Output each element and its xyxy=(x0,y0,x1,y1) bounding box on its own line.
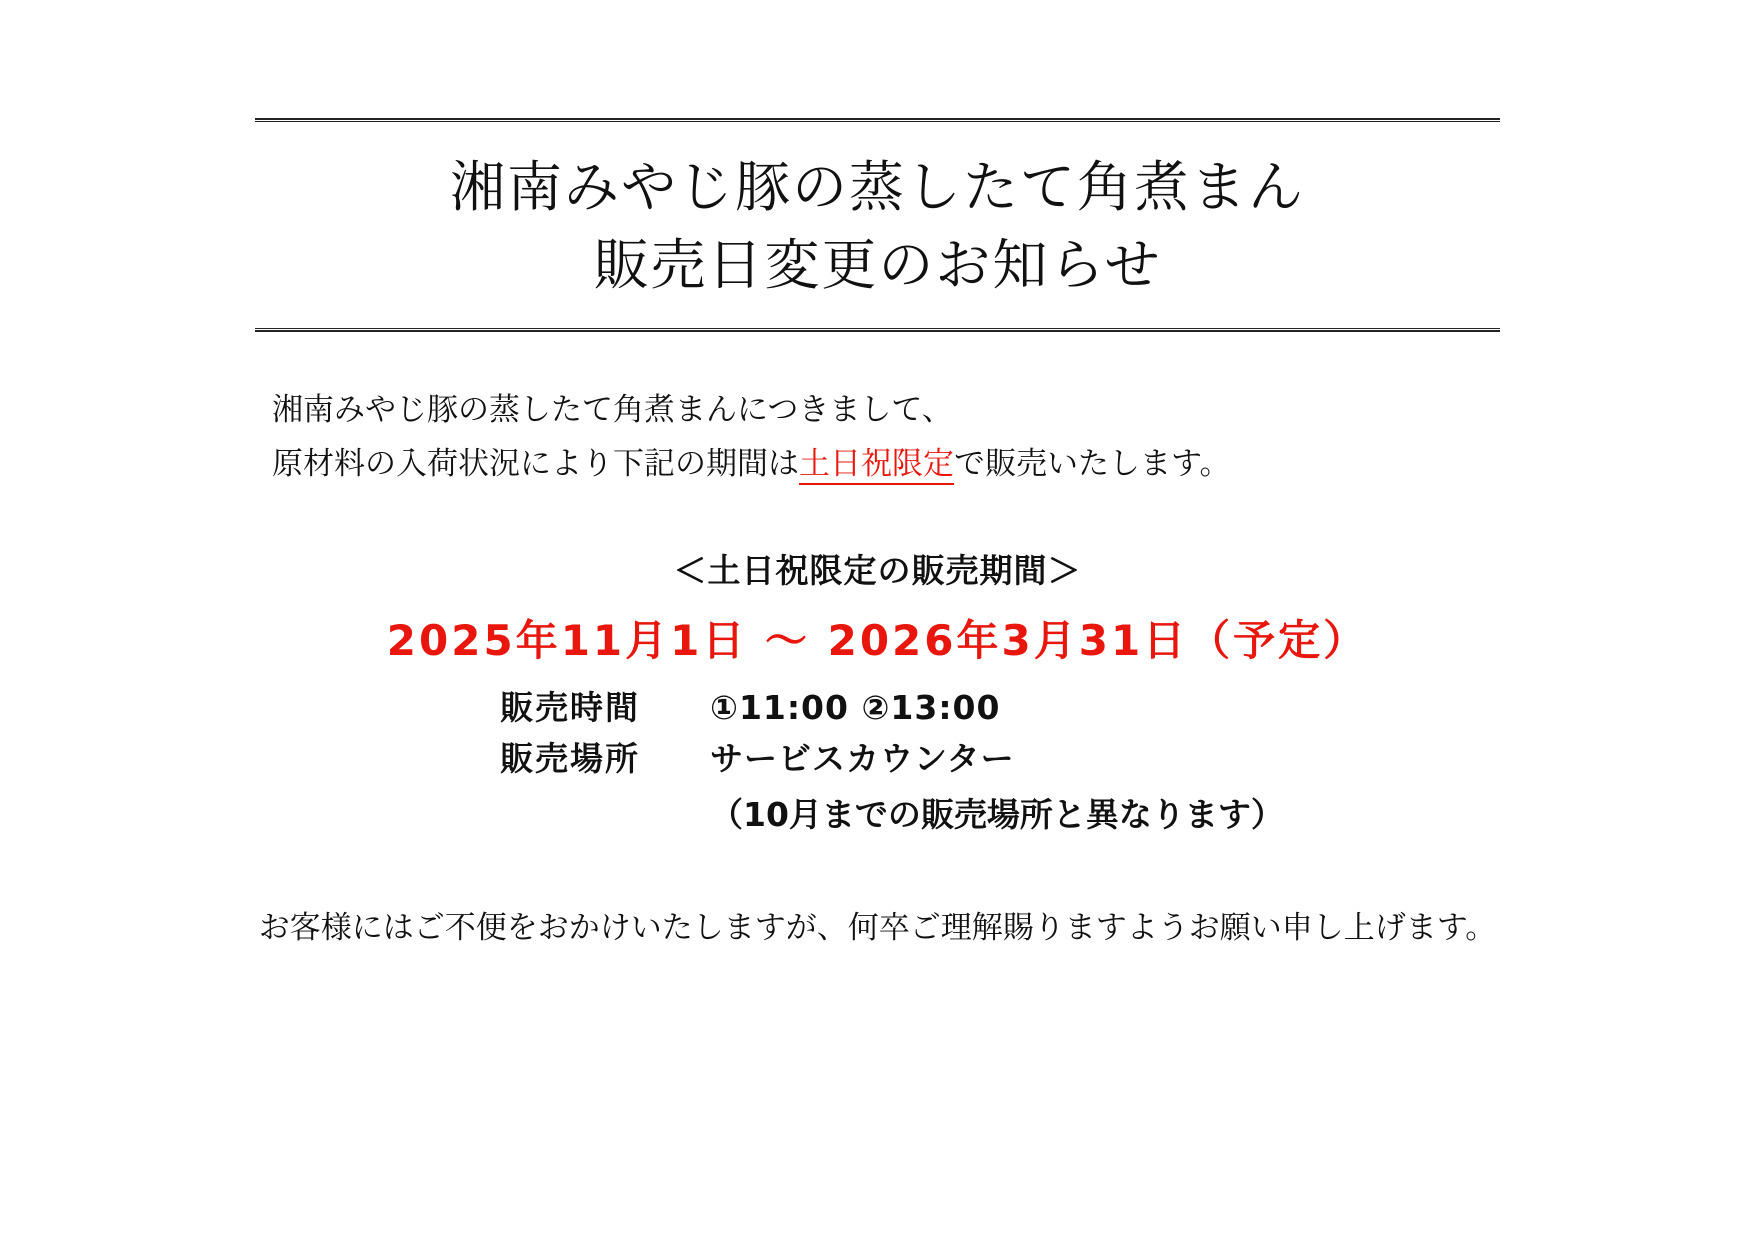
page-title-line-2: 販売日変更のお知らせ xyxy=(593,233,1162,298)
intro-paragraph xyxy=(272,384,1755,491)
sales-details-list xyxy=(0,682,1755,785)
title-text-group xyxy=(255,122,1500,328)
intro-line-2-after: で販売いたします。 xyxy=(954,445,1231,482)
detail-label-time: 販売時間 xyxy=(500,687,640,727)
list-item xyxy=(0,733,1755,784)
intro-highlight: 土日祝限定 xyxy=(799,446,954,485)
title-block xyxy=(255,118,1500,332)
detail-value-place: サービスカウンター xyxy=(710,739,1015,779)
list-item xyxy=(0,682,1755,733)
detail-label-place: 販売場所 xyxy=(500,739,640,779)
intro-line-2-before: 原材料の入荷状況により下記の期間は xyxy=(272,445,799,482)
page-title-line-1: 湘南みやじ豚の蒸したて角煮まん xyxy=(449,155,1305,219)
intro-line-1: 湘南みやじ豚の蒸したて角煮まんにつきまして、 xyxy=(272,392,953,429)
intro-line-2 xyxy=(272,438,1755,491)
title-bottom-rule xyxy=(255,328,1500,332)
sales-place-note: （10月までの販売場所と異なります） xyxy=(710,794,1284,834)
period-heading: ＜土日祝限定の販売期間＞ xyxy=(673,550,1082,590)
closing-paragraph: お客様にはご不便をおかけいたしますが、何卒ご理解賜りますようお願い申し上げます。 xyxy=(258,910,1497,947)
detail-value-time: ①11:00 ②13:00 xyxy=(710,687,1001,727)
period-dates: 2025年11月1日 ～ 2026年3月31日（予定） xyxy=(386,615,1369,665)
